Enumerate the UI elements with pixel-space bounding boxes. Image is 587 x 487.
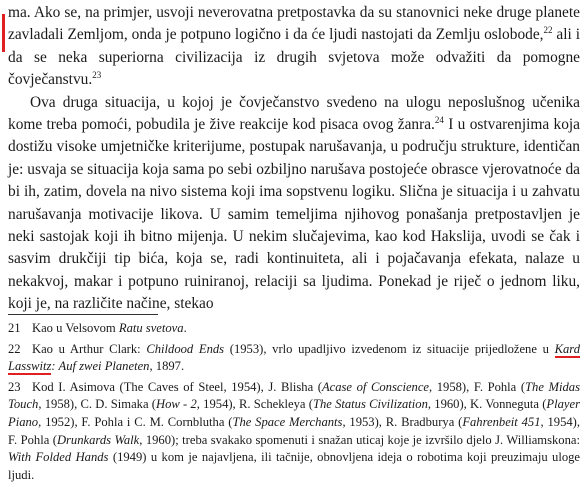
footnote-text: , 1958), C. D. Simaka ( — [38, 397, 156, 412]
footnote-title: Acase of Conscience — [321, 379, 430, 394]
footnote-text: , 1958), F. Pohla ( — [429, 379, 526, 394]
footnote-text: Kod I. Asimova (The Caves of Steel, 1954), J. Blisha ( — [32, 379, 322, 394]
footnote-title: Ratu svetova — [118, 321, 184, 335]
footnote-text: . — [183, 321, 187, 335]
red-margin-mark — [2, 14, 5, 52]
footnote-ref-24: 24 — [434, 114, 444, 125]
footnote-title: Childood Ends — [146, 341, 225, 356]
footnote-text: (1953), vrlo upadljivo izvedenom iz situacije prijedložene u — [224, 341, 555, 356]
footnote-text: , 1897. — [149, 359, 185, 374]
paragraph-2 — [8, 92, 580, 316]
footnote-text: Kao u Velsovom — [32, 321, 119, 335]
paragraph-1 — [8, 2, 580, 92]
paragraph-2-text-a: Ova druga situacija, u kojoj je čovječanstvo svedeno na ulogu neposlušnog učenika kome treba pomoći, pobudila je žive reakcije kod pisaca ovog žanra. — [8, 93, 580, 134]
paragraph-1-text-a: ma. Ako se, na primjer, usvoji neverovatna pretpostavka da su stanovnici neke druge planete zavladali Zemljom, onda je potpuno logično i da će ljudi nastojati da Zemlju oslobode, — [8, 4, 580, 44]
footnote-21 — [8, 320, 580, 338]
underlined-author-name: Kard Lasswitz — [8, 341, 581, 374]
footnote-title: Drunkards Walk — [56, 432, 140, 447]
footnote-text: , 1953), R. Bradburya ( — [342, 414, 463, 429]
footnote-text: , 1960), K. Vonneguta ( — [427, 397, 547, 412]
footnote-number: 21 — [8, 321, 21, 335]
footnote-23 — [8, 379, 580, 485]
footnote-number: 23 — [8, 379, 21, 394]
footnote-title: Player Piano — [8, 397, 580, 429]
footnote-title: The Midas Touch — [8, 379, 581, 412]
footnote-text: Kao u Arthur Clark: — [32, 341, 147, 356]
page-body — [8, 2, 580, 316]
footnote-title: The Status Civilization — [312, 397, 428, 412]
footnote-divider — [8, 314, 158, 315]
footnote-title: The Space Merchants — [232, 414, 343, 429]
paragraph-1-text-b: ali i da se neka superiorna civilizacija iz drugih svjetova može odvažiti da pomogne čovječanstvu. — [8, 26, 580, 89]
footnote-23-body — [8, 380, 580, 482]
footnote-text: , 1954), F. Pohla ( — [8, 414, 581, 447]
footnote-number: 22 — [8, 341, 21, 356]
footnote-ref-23: 23 — [92, 70, 102, 81]
paragraph-2-text-b: I u ostvarenjima koja dostižu visoke umjetničke kriterijume, postupak narušavanja, u području strukture, identičan je: usvaja se situacija koja sama po sebi ozbiljno narušava postojeće obrasce vjerovatnoće da bi ih, zatim, dovela na nivo sistema koji ima sopstvenu logiku. Slična je situacija i u zahvatu narušavanja motivacije likova. U samim temeljima njihovog ponašanja pretpostavljen je neki sastojak koji ih bitno mijenja. U nekim slučajevima, kao kod Hakslija, uvodi se čak i sasvim drukčiji tip bića, koja se, radi kontinuiteta, ali i pojačavanja efekata, nalaze u nekakvoj, makar i potpuno ruiniranoj, relaciji sa ljudima. Ponekad je riječ o jednom liku, koji je, na različite načine, stekao — [8, 116, 580, 313]
main-text — [8, 2, 580, 316]
footnotes — [8, 320, 580, 487]
footnote-text: , 1960); treba svakako spomenuti i snažan uticaj koje je izvršilo djelo J. Williamskona: — [139, 432, 580, 447]
footnote-text: , 1952), F. Pohla i C. M. Cornblutha ( — [38, 414, 233, 429]
footnote-text: (1949) u kom je najavljena, ili tačnije, obnovljena ideja o robotima koji preuzimaju uloge ljudi. — [8, 450, 580, 482]
footnote-title: Fahrenbeit 451 — [462, 414, 541, 429]
footnote-text: , 1954), R. Schekleya ( — [196, 397, 313, 412]
footnote-22 — [8, 341, 580, 376]
footnote-ref-22: 22 — [543, 25, 553, 36]
footnote-title: With Folded Hands — [8, 450, 109, 465]
footnote-title: How - 2 — [156, 397, 197, 412]
footnote-title: : Auf zwei Planeten — [51, 359, 150, 374]
